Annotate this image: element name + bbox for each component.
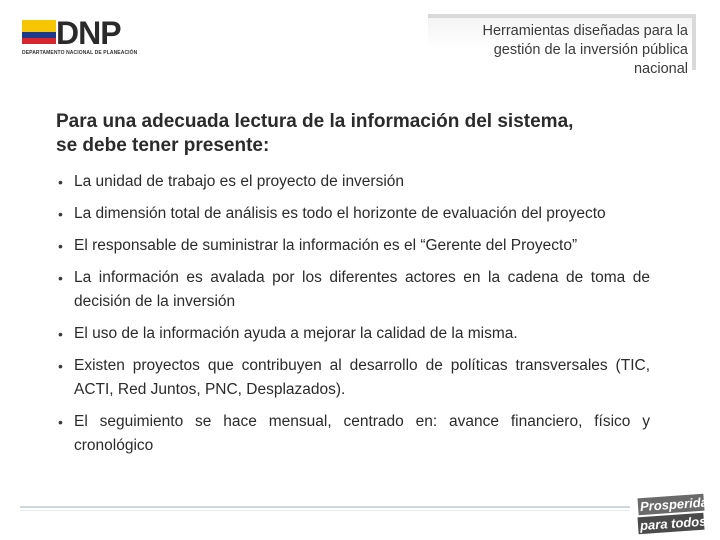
slide-title-line: Para una adecuada lectura de la información del sistema, xyxy=(56,111,574,132)
prosperidad-logo-line: para todos xyxy=(637,513,704,535)
header-tagline-line: gestión de la inversión pública xyxy=(493,42,688,58)
bullet-icon: • xyxy=(58,206,63,222)
list-item-text: El uso de la información ayuda a mejorar la calidad de la misma. xyxy=(74,325,518,342)
list-item-text: La información es avalada por los diferentes actores en la cadena de toma de decisión de la inversión xyxy=(74,269,650,310)
colombia-flag-icon xyxy=(22,20,56,44)
header-tagline-line: nacional xyxy=(633,61,688,77)
bullet-icon: • xyxy=(58,174,63,190)
list-item xyxy=(56,266,650,314)
bullet-icon: • xyxy=(58,270,63,286)
list-item xyxy=(56,354,650,402)
list-item-text: La unidad de trabajo es el proyecto de inversión xyxy=(74,173,405,190)
header-tagline-line: Herramientas diseñadas para la xyxy=(482,23,688,39)
header-tagline-box xyxy=(428,14,696,77)
bullet-icon: • xyxy=(58,238,63,254)
list-item-text: Existen proyectos que contribuyen al desarrollo de políticas transversales (TIC, ACTI, Red Juntos, PNC, Desplazados). xyxy=(74,357,650,398)
bullet-icon: • xyxy=(58,358,63,374)
list-item xyxy=(56,234,650,258)
slide-title xyxy=(56,110,676,158)
list-item-text: El responsable de suministrar la información es el “Gerente del Proyecto” xyxy=(74,237,578,254)
list-item xyxy=(56,202,650,226)
footer-divider xyxy=(20,506,630,508)
header-tagline xyxy=(482,22,688,79)
bullet-icon: • xyxy=(58,414,63,430)
list-item xyxy=(56,322,650,346)
list-item-text: El seguimiento se hace mensual, centrado en: avance financiero, físico y cronológico xyxy=(74,413,650,454)
logo-subtitle: DEPARTAMENTO NACIONAL DE PLANEACIÓN xyxy=(22,50,138,56)
prosperidad-logo xyxy=(638,493,717,534)
list-item xyxy=(56,170,650,194)
prosperidad-logo-line: Prosperidad xyxy=(637,494,704,516)
footer-divider xyxy=(20,510,630,511)
list-item-text: La dimensión total de análisis es todo el horizonte de evaluación del proyecto xyxy=(74,205,606,222)
list-item xyxy=(56,410,650,458)
bullet-list xyxy=(56,170,650,466)
slide-title-line: se debe tener presente: xyxy=(56,135,270,156)
bullet-icon: • xyxy=(58,326,63,342)
dnp-logo xyxy=(22,16,137,56)
logo-wordmark: DNP xyxy=(56,15,121,51)
